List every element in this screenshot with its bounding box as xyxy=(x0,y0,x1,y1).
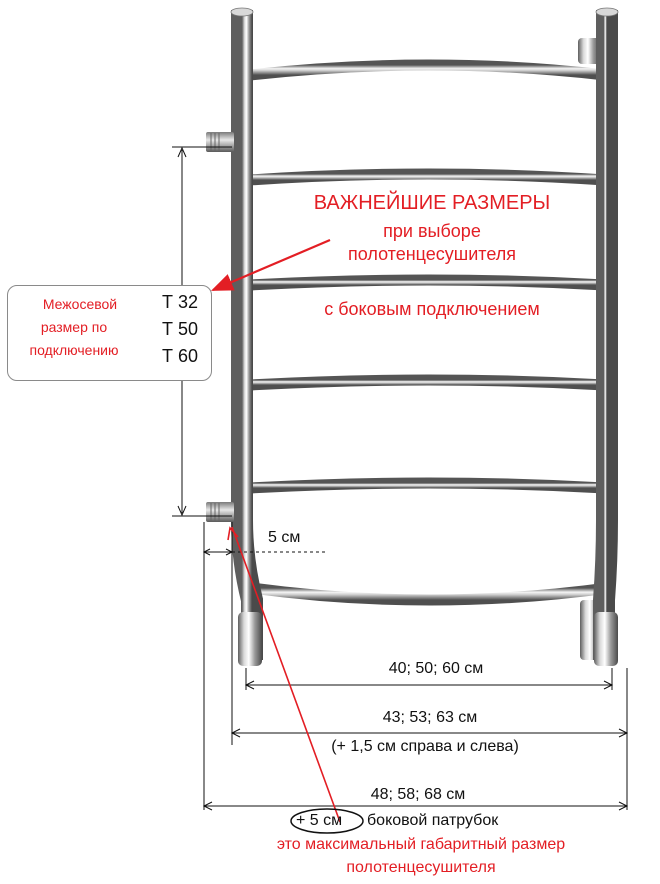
left-vertical-pipe xyxy=(242,10,252,660)
right-foot xyxy=(594,612,618,666)
total-width-dimension xyxy=(204,802,627,810)
outer-width-dimension xyxy=(232,729,627,737)
callout-value-t32: Т 32 xyxy=(162,292,199,312)
callout-label-line2: размер по xyxy=(40,319,108,335)
outer-width-note: (+ 1,5 см справа и слева) xyxy=(331,738,519,755)
side-pipe-plus: + 5 см xyxy=(296,812,343,829)
callout-value-t50: Т 50 xyxy=(162,319,199,339)
left-foot xyxy=(238,612,262,666)
callout-value-t60: Т 60 xyxy=(162,346,199,366)
footer-line2: полотенцесушителя xyxy=(346,859,496,876)
total-width-label: 48; 58; 68 см xyxy=(370,786,466,803)
pipe-offset-label: 5 см xyxy=(268,529,301,546)
outer-width-label: 43; 53; 63 см xyxy=(382,709,478,726)
footer-line1: это максимальный габаритный размер xyxy=(276,836,566,853)
inner-width-label: 40; 50; 60 см xyxy=(388,660,484,677)
callout-label-line3: подключению xyxy=(29,342,119,358)
bottom-fitting xyxy=(206,502,234,522)
title-line2: при выборе xyxy=(383,221,481,241)
side-pipe-label: боковой патрубок xyxy=(367,812,499,829)
inner-width-dimension xyxy=(246,681,612,689)
title-line3: полотенцесушителя xyxy=(348,244,516,264)
red-leader-line xyxy=(232,527,340,822)
callout-label-line1: Межосевой xyxy=(42,296,118,312)
title-heading: ВАЖНЕЙШИЕ РАЗМЕРЫ xyxy=(313,192,551,214)
right-vertical-pipe xyxy=(604,10,607,660)
offset-dimension xyxy=(204,522,328,810)
title-line4: с боковым подключением xyxy=(324,299,540,319)
rungs xyxy=(250,65,608,600)
top-fitting xyxy=(206,132,234,152)
